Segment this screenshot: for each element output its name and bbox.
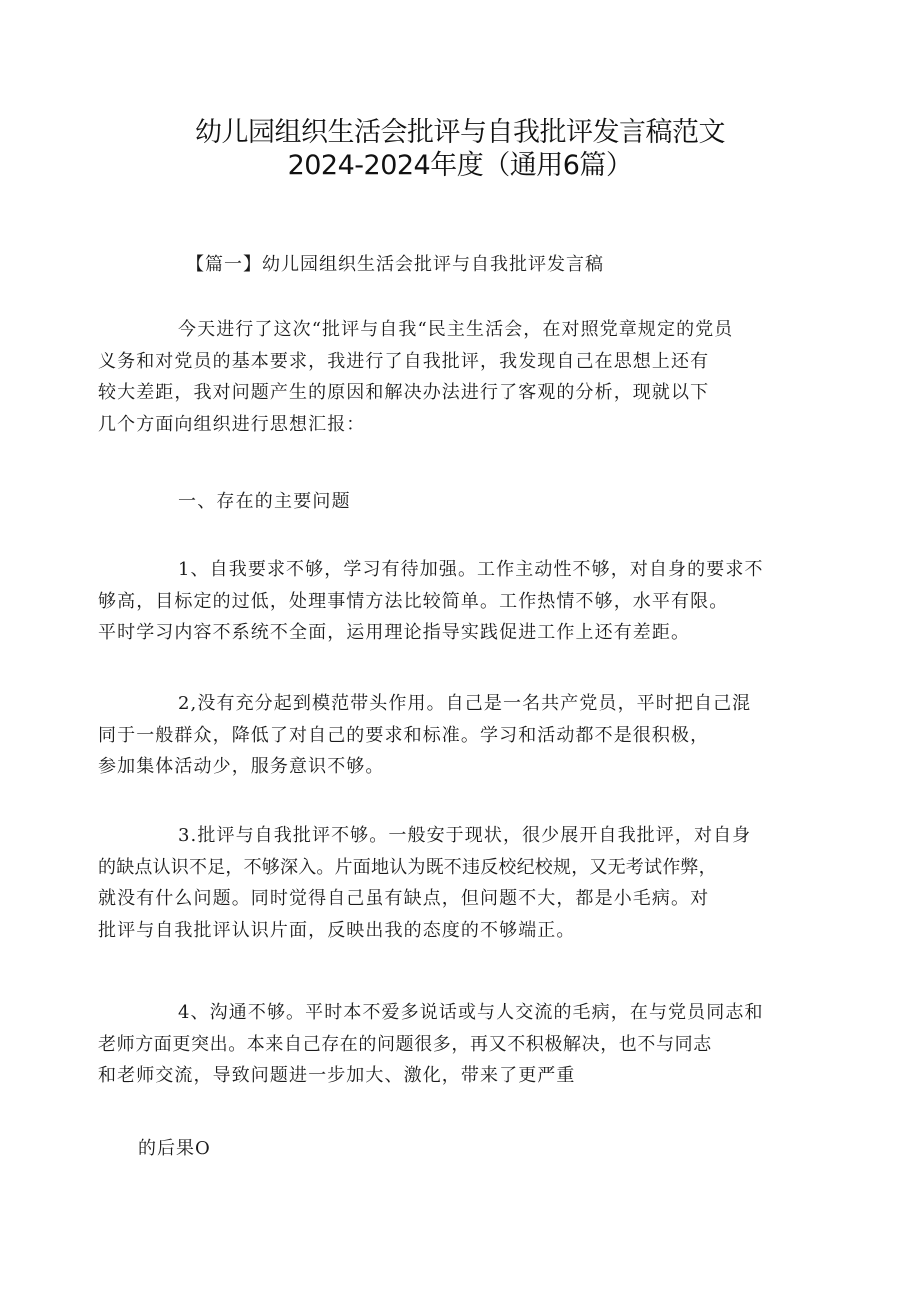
paragraph-line: 义务和对党员的基本要求，我进行了自我批评，我发现自己在思想上还有 xyxy=(98,350,710,372)
intro-paragraph xyxy=(98,314,788,441)
paragraph-line: 3.批评与自我批评不够。一般安于现状，很少展开自我批评，对自身 xyxy=(178,825,752,846)
paragraph-line: 老师方面更突出。本来自己存在的问题很多，再又不积极解决，也不与同志 xyxy=(98,1033,712,1055)
paragraph-continuation: 的后果O xyxy=(138,1138,211,1159)
paragraph-line: 同于一般群众，降低了对自己的要求和标准。学习和活动都不是很积极， xyxy=(98,724,710,746)
paragraph-line: 批评与自我批评认识片面，反映出我的态度的不够端正。 xyxy=(98,920,576,942)
paragraph-line: 够高，目标定的过低，处理事情方法比较简单。工作热情不够，水平有限。 xyxy=(98,590,729,612)
problem-item-2 xyxy=(98,688,788,783)
paragraph-line: 和老师交流，导致问题进一步加大、激化，带来了更严重 xyxy=(98,1065,576,1087)
problem-item-3 xyxy=(98,820,788,947)
paragraph-line: 今天进行了这次“批评与自我“民主生活会，在对照党章规定的党员 xyxy=(178,319,734,340)
paragraph-line: 平时学习内容不系统不全面，运用理论指导实践促进工作上还有差距。 xyxy=(98,622,691,644)
paragraph-line: 4、沟通不够。平时本不爱多说话或与人交流的毛病，在与党员同志和 xyxy=(178,1002,764,1023)
paragraph-line: 参加集体活动少，服务意识不够。 xyxy=(98,756,385,778)
paragraph-line: 几个方面向组织进行思想汇报： xyxy=(98,414,366,436)
problem-item-1 xyxy=(98,554,788,649)
paragraph-line: 的缺点认识不足，不够深入。片面地认为既不违反校纪校规，又无考试作弊， xyxy=(98,856,717,878)
paragraph-line: 就没有什么问题。同时觉得自己虽有缺点，但问题不大，都是小毛病。对 xyxy=(98,888,710,910)
paragraph-line: 较大差距，我对问题产生的原因和解决办法进行了客观的分析，现就以下 xyxy=(98,382,710,404)
paragraph-line: 1、自我要求不够，学习有待加强。工作主动性不够，对自身的要求不 xyxy=(178,559,764,580)
document-title-line-1: 幼儿园组织生活会批评与自我批评发言稿范文 xyxy=(195,117,725,148)
section-title: 一、存在的主要问题 xyxy=(178,491,351,512)
paragraph-line: 2,没有充分起到模范带头作用。自己是一名共产党员，平时把自己混 xyxy=(178,693,752,714)
problem-item-4 xyxy=(98,997,788,1092)
chapter-heading: 【篇一】幼儿园组织生活会批评与自我批评发言稿 xyxy=(186,254,604,275)
document-title-line-2: 2024-2024年度（通用6篇） xyxy=(287,150,633,181)
